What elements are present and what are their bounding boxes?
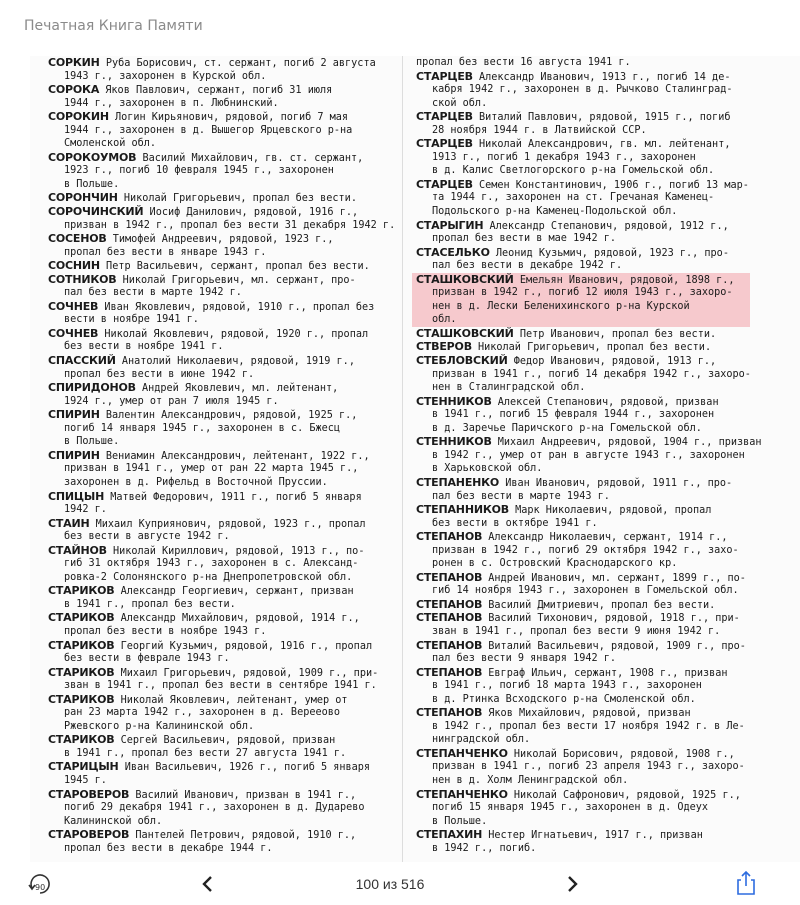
book-entry bbox=[48, 273, 398, 300]
entry-text: Смоленской обл. bbox=[64, 138, 157, 150]
entry-text: 1923 г., погиб 10 февраля 1945 г., захоронен bbox=[64, 165, 334, 177]
book-entry bbox=[48, 205, 398, 232]
entry-text: Александр Николаевич, сержант, 1914 г., bbox=[482, 532, 728, 544]
book-entry bbox=[48, 151, 398, 192]
entry-text: Вениамин Александрович, лейтенант, 1922 г., bbox=[99, 450, 370, 462]
entry-surname: СОРКИН bbox=[48, 56, 100, 69]
total-pages: 516 bbox=[401, 876, 425, 892]
entry-text: Андрей Иванович, мл. сержант, 1899 г., по- bbox=[482, 572, 746, 584]
book-entry bbox=[48, 408, 398, 449]
entry-surname: СТЕПАХИН bbox=[416, 828, 483, 842]
entry-text: пал без вести в марте 1943 г. bbox=[432, 490, 610, 502]
entry-text: Василий Иванович, призван в 1941 г., bbox=[129, 789, 357, 801]
entry-surname: СТАРИЦЫН bbox=[48, 760, 119, 774]
entry-surname: СТАРЦЕВ bbox=[416, 137, 473, 151]
book-entry bbox=[416, 639, 786, 666]
entry-text: Нестер Игнатьевич, 1917 г., призван bbox=[482, 830, 703, 842]
page-separator: из bbox=[382, 876, 398, 892]
entry-text: Емельян Иванович, рядовой, 1898 г., bbox=[513, 274, 735, 286]
entry-surname: СТЕПАНЕНКО bbox=[416, 475, 500, 489]
book-entry bbox=[412, 273, 750, 327]
left-column bbox=[48, 56, 398, 855]
book-entry bbox=[48, 584, 398, 611]
entry-text: захоронен в д. Рифельд в Восточной Пруссии. bbox=[64, 476, 328, 488]
book-entry bbox=[416, 828, 786, 855]
chevron-left-icon bbox=[196, 872, 220, 896]
entry-text: Василий Дмитриевич, пропал без вести. bbox=[482, 599, 716, 611]
entry-text: Калининской обл. bbox=[64, 815, 163, 827]
book-entry bbox=[416, 70, 786, 111]
entry-text: пропал без вести в мае 1942 г. bbox=[432, 233, 617, 245]
book-entry bbox=[48, 666, 398, 693]
book-page-scan bbox=[30, 56, 800, 862]
entry-text: Марк Николаевич, рядовой, пропал bbox=[508, 505, 712, 517]
entry-text: без вести в августе 1942 г. bbox=[64, 531, 230, 543]
entry-surname: СТВЕРОВ bbox=[416, 340, 472, 354]
book-entry bbox=[48, 544, 398, 585]
entry-text: без вести в феврале 1943 г. bbox=[64, 653, 230, 665]
book-entry bbox=[48, 449, 398, 490]
book-entry bbox=[48, 56, 398, 83]
entry-text: Анатолий Николаевич, рядовой, 1919 г., bbox=[115, 356, 355, 368]
entry-text: Тимофей Андреевич, рядовой, 1923 г., bbox=[106, 234, 334, 246]
entry-text: 1942 г. bbox=[64, 504, 107, 516]
book-entry bbox=[48, 760, 398, 787]
entry-surname: СТАРИКОВ bbox=[48, 584, 115, 598]
book-entry bbox=[48, 110, 398, 151]
entry-text: призван в 1941 г., погиб 23 апреля 1943 г., захоро- bbox=[432, 761, 745, 773]
entry-surname: СТЕПАННИКОВ bbox=[416, 503, 509, 517]
entry-text: Виталий Павлович, рядовой, 1915 г., погиб bbox=[472, 112, 731, 124]
entry-text: ровка-2 Солонянского р-на Днепропетровской обл. bbox=[64, 571, 353, 583]
book-entry bbox=[416, 598, 786, 612]
entry-surname: СТАРЦЕВ bbox=[416, 110, 473, 124]
entry-text: пропал без вести в декабре 1944 г. bbox=[64, 842, 273, 854]
book-entry bbox=[416, 503, 786, 530]
entry-text: нен в д. Холм Ленинградской обл. bbox=[432, 774, 629, 786]
entry-surname: СТАСЕЛЬКО bbox=[416, 245, 490, 259]
entry-surname: СОТНИКОВ bbox=[48, 272, 117, 286]
entry-text: в 1942 г., погиб. bbox=[432, 842, 537, 854]
column-divider bbox=[402, 56, 403, 862]
prev-page-button[interactable] bbox=[196, 872, 220, 896]
book-entry bbox=[416, 571, 786, 598]
entry-surname: СТЕПАНЧЕНКО bbox=[416, 787, 508, 801]
book-entry bbox=[416, 340, 786, 354]
entry-text: Сергей Васильевич, рядовой, призван bbox=[114, 735, 336, 747]
entry-text: пропал без вести в ноябре 1943 г. bbox=[64, 625, 267, 637]
entry-text: в д. Заречье Паричского р-на Гомельской обл. bbox=[432, 422, 702, 434]
entry-text: Евграф Ильич, сержант, 1908 г., призван bbox=[482, 667, 728, 679]
entry-text: пропал без вести в январе 1943 г. bbox=[64, 246, 267, 258]
entry-text: погиб 29 декабря 1941 г., захоронен в д. Дударево bbox=[64, 802, 365, 814]
entry-surname: СТАРИКОВ bbox=[48, 611, 115, 625]
entry-surname: СТАРИКОВ bbox=[48, 692, 115, 706]
current-page: 100 bbox=[355, 876, 379, 892]
book-entry bbox=[416, 354, 786, 395]
book-entry bbox=[48, 788, 398, 829]
rotate-90-icon bbox=[26, 874, 54, 896]
book-entry bbox=[48, 83, 398, 110]
entry-surname: СТЕННИКОВ bbox=[416, 394, 492, 408]
entry-text: Александр Георгиевич, сержант, призван bbox=[114, 586, 354, 598]
entry-text: Семен Константинович, 1906 г., погиб 13 мар- bbox=[472, 179, 749, 191]
entry-text: 1945 г. bbox=[64, 774, 107, 786]
book-entry bbox=[416, 747, 786, 788]
entry-text: Петр Васильевич, сержант, пропал без вести. bbox=[99, 261, 370, 273]
entry-text: призван в 1942 г., пропал без вести 31 декабря 1942 г. bbox=[64, 219, 396, 231]
entry-text: в 1941 г., погиб 18 марта 1943 г., захоронен bbox=[432, 680, 702, 692]
book-entry bbox=[48, 327, 398, 354]
entry-text: пал без вести в декабре 1942 г. bbox=[432, 260, 623, 272]
entry-text: Николай Григорьевич, пропал без вести. bbox=[117, 193, 357, 205]
entry-text: Николай Яковлевич, лейтенант, умер от bbox=[114, 694, 348, 706]
entry-text: без вести в октябре 1941 г. bbox=[432, 517, 598, 529]
book-entry bbox=[48, 232, 398, 259]
entry-text: призван в 1941 г., погиб 14 декабря 1942 г., захоро- bbox=[432, 368, 751, 380]
entry-text: Николай Сафронович, рядовой, 1925 г., bbox=[507, 789, 741, 801]
entry-text: вести в ноябре 1941 г. bbox=[64, 314, 199, 326]
entry-text: Яков Павлович, сержант, погиб 31 июля bbox=[99, 85, 333, 97]
entry-text: Иосиф Данилович, рядовой, 1916 г., bbox=[143, 207, 359, 219]
entry-text: зван в 1941 г., пропал без вести 9 июня 1942 г. bbox=[432, 625, 721, 637]
entry-text: гиб 14 ноября 1943 г., захоронен в Гомельской обл. bbox=[432, 585, 739, 597]
entry-text: Николай Борисович, рядовой, 1908 г., bbox=[507, 748, 735, 760]
entry-text: в 1941 г., пропал без вести. bbox=[64, 598, 236, 610]
entry-text: гиб 31 октября 1943 г., захоронен в с. Александ- bbox=[64, 558, 359, 570]
book-entry bbox=[48, 828, 398, 855]
entry-surname: СПИРИДОНОВ bbox=[48, 381, 136, 395]
entry-surname: СТАИН bbox=[48, 516, 90, 530]
entry-text: призван в 1941 г., умер от ран 22 марта 1945 г., bbox=[64, 463, 359, 475]
entry-text: Валентин Александрович, рядовой, 1925 г., bbox=[99, 410, 358, 422]
bottom-toolbar bbox=[0, 862, 800, 905]
book-entry bbox=[416, 56, 786, 70]
entry-surname: СТЕПАНОВ bbox=[416, 638, 483, 652]
entry-text: Василий Тихонович, рядовой, 1918 г., при- bbox=[482, 613, 740, 625]
entry-text: Пантелей Петрович, рядовой, 1910 г., bbox=[129, 830, 357, 842]
entry-surname: СОРОНЧИН bbox=[48, 191, 118, 205]
entry-surname: СТАРИКОВ bbox=[48, 638, 115, 652]
share-button[interactable] bbox=[734, 870, 758, 896]
entry-text: зван в 1941 г., пропал без вести в сентябре 1941 г. bbox=[64, 680, 377, 692]
entry-surname: СТЕПАНОВ bbox=[416, 570, 483, 584]
entry-text: обл. bbox=[432, 314, 457, 326]
entry-surname: СТАРИКОВ bbox=[48, 733, 115, 747]
entry-text: Федор Иванович, рядовой, 1913 г., bbox=[507, 356, 717, 368]
entry-text: Петр Иванович, пропал без вести. bbox=[513, 328, 717, 340]
book-entry bbox=[48, 517, 398, 544]
entry-surname: СТЕННИКОВ bbox=[416, 435, 492, 449]
entry-text: Георгий Кузьмич, рядовой, 1916 г., пропал bbox=[114, 640, 373, 652]
entry-text: Николай Кириллович, рядовой, 1913 г., по- bbox=[106, 545, 365, 557]
entry-surname: СТЕБЛОВСКИЙ bbox=[416, 354, 508, 368]
rotate-button[interactable] bbox=[26, 874, 54, 896]
book-entry bbox=[416, 246, 786, 273]
entry-text: Леонид Кузьмич, рядовой, 1923 г., про- bbox=[489, 247, 729, 259]
entry-surname: СТЕПАНОВ bbox=[416, 597, 483, 611]
entry-text: 28 ноября 1944 г. в Латвийской ССР. bbox=[432, 124, 647, 136]
entry-text: ской обл. bbox=[432, 97, 488, 109]
book-entry bbox=[416, 110, 786, 137]
entry-text: нен в Сталинградской обл. bbox=[432, 382, 586, 394]
book-entry bbox=[416, 476, 786, 503]
entry-text: 1943 г., захоронен в Курской обл. bbox=[64, 70, 267, 82]
book-entry bbox=[48, 693, 398, 734]
book-entry bbox=[48, 381, 398, 408]
entry-text: Николай Александрович, гв. мл. лейтенант, bbox=[472, 139, 731, 151]
chevron-right-icon bbox=[560, 872, 584, 896]
entry-text: Василий Михайлович, гв. ст. сержант, bbox=[136, 152, 364, 164]
entry-text: Яков Михайлович, рядовой, призван bbox=[482, 708, 691, 720]
entry-surname: СТАРЦЕВ bbox=[416, 69, 473, 83]
entry-text: ронен в с. Островский Краснодарского кр. bbox=[432, 558, 678, 570]
top-bar bbox=[0, 0, 800, 56]
entry-surname: СТАШКОВСКИЙ bbox=[416, 326, 514, 340]
entry-text: 1924 г., умер от ран 7 июля 1945 г. bbox=[64, 395, 279, 407]
entry-text: Александр Иванович, 1913 г., погиб 14 де- bbox=[472, 71, 731, 83]
entry-surname: СТАРЦЕВ bbox=[416, 177, 473, 191]
entry-surname: СТАРОВЕРОВ bbox=[48, 828, 130, 842]
entry-text: Иван Васильевич, 1926 г., погиб 5 января bbox=[118, 762, 371, 774]
entry-text: в 1942 г., умер от ран в августе 1943 г., захоронен bbox=[432, 449, 745, 461]
book-entry bbox=[48, 639, 398, 666]
entry-surname: СОРОКОУМОВ bbox=[48, 150, 137, 164]
entry-text: Подольского р-на Каменец-Подольской обл. bbox=[432, 206, 678, 218]
book-entry bbox=[48, 354, 398, 381]
entry-text: нен в д. Лески Белениxинского р-на Курской bbox=[432, 300, 690, 312]
entry-text: в 1941 г., погиб 15 февраля 1944 г., захоронен bbox=[432, 409, 715, 421]
entry-surname: СОСНИН bbox=[48, 259, 100, 273]
book-entry bbox=[48, 490, 398, 517]
entry-text: в 1941 г., пропал без вести 27 августа 1941 г. bbox=[64, 747, 347, 759]
book-entry bbox=[416, 178, 786, 219]
book-entry bbox=[48, 733, 398, 760]
entry-text: Виталий Васильевич, рядовой, 1909 г., про- bbox=[482, 640, 746, 652]
entry-text: пал без вести 9 января 1942 г. bbox=[432, 653, 617, 665]
book-entry bbox=[416, 706, 786, 747]
entry-text: в 1942 г., пропал без вести 17 ноября 1942 г. в Ле- bbox=[432, 720, 745, 732]
rotate-label: 90 bbox=[35, 883, 46, 892]
entry-surname: СПАССКИЙ bbox=[48, 354, 116, 368]
entry-text: в д. Калис Светлогорского р-на Гомельской обл. bbox=[432, 165, 715, 177]
entry-text: Матвей Федорович, 1911 г., погиб 5 января bbox=[104, 491, 362, 503]
entry-surname: СТЕПАНЧЕНКО bbox=[416, 746, 508, 760]
entry-text: призван в 1942 г., погиб 29 октября 1942 г., захо- bbox=[432, 544, 739, 556]
entry-surname: СТЕПАНОВ bbox=[416, 665, 483, 679]
app-title: Печатная Книга Памяти bbox=[24, 18, 203, 34]
entry-text: 1913 г., погиб 1 декабря 1943 г., захоронен bbox=[432, 151, 696, 163]
entry-text: ран 23 марта 1942 г., захоронен в д. Верееово bbox=[64, 707, 341, 719]
entry-text: кабря 1942 г., захоронен в д. Рычково Сталинград- bbox=[432, 84, 733, 96]
book-page bbox=[30, 56, 800, 862]
entry-text: в Польше. bbox=[432, 815, 488, 827]
book-entry bbox=[416, 435, 786, 476]
entry-text: пропал без вести в июне 1942 г. bbox=[64, 368, 255, 380]
entry-surname: СТЕПАНОВ bbox=[416, 611, 483, 625]
entry-text: призван в 1942 г., погиб 12 июля 1943 г., захоро- bbox=[432, 287, 733, 299]
entry-text: в д. Ртинка Всходского р-на Смоленской обл. bbox=[432, 693, 696, 705]
entry-text: Александр Михайлович, рядовой, 1914 г., bbox=[114, 613, 360, 625]
book-entry bbox=[416, 788, 786, 829]
entry-text: нинградской обл. bbox=[432, 734, 531, 746]
entry-text: погиб 15 января 1945 г., захоронен в д. Одеух bbox=[432, 802, 709, 814]
entry-text: Михаил Куприянович, рядовой, 1923 г., пропал bbox=[89, 518, 366, 530]
entry-text: Михаил Григорьевич, рядовой, 1909 г., при- bbox=[114, 667, 379, 679]
entry-surname: СПИЦЫН bbox=[48, 489, 105, 503]
entry-surname: СТЕПАНОВ bbox=[416, 530, 483, 544]
right-column bbox=[416, 56, 786, 855]
page-indicator bbox=[300, 876, 480, 892]
entry-surname: СОРОЧИНСКИЙ bbox=[48, 205, 144, 219]
entry-surname: СОРОКИН bbox=[48, 110, 109, 124]
book-entry bbox=[48, 191, 398, 205]
entry-surname: СТАШКОВСКИЙ bbox=[416, 272, 514, 286]
entry-surname: СОЧНЕВ bbox=[48, 326, 99, 340]
book-entry bbox=[48, 300, 398, 327]
entry-surname: СТАРИКОВ bbox=[48, 665, 115, 679]
entry-text: Михаил Андреевич, рядовой, 1904 г., призван bbox=[491, 437, 762, 449]
entry-text: в Харьковской обл. bbox=[432, 463, 543, 475]
entry-text: в Польше. bbox=[64, 436, 120, 448]
entry-text: 1944 г., захоронен в д. Вышегор Ярцевского р-на bbox=[64, 124, 353, 136]
entry-text: та 1944 г., захоронен на ст. Гречаная Каменец- bbox=[432, 192, 715, 204]
entry-surname: СОЧНЕВ bbox=[48, 299, 99, 313]
entry-surname: СТАЙНОВ bbox=[48, 543, 107, 557]
book-entry bbox=[48, 259, 398, 273]
entry-text: Андрей Яковлевич, мл. лейтенант, bbox=[135, 383, 339, 395]
entry-surname: СПИРИН bbox=[48, 408, 100, 422]
entry-text: Руба Борисович, ст. сержант, погиб 2 августа bbox=[99, 58, 376, 69]
entry-text: без вести в ноябре 1941 г. bbox=[64, 341, 224, 353]
entry-surname: СТЕПАНОВ bbox=[416, 706, 483, 720]
entry-text: в Польше. bbox=[64, 178, 120, 190]
next-page-button[interactable] bbox=[560, 872, 584, 896]
entry-text: Иван Иванович, рядовой, 1911 г., про- bbox=[499, 477, 733, 489]
book-entry bbox=[416, 530, 786, 571]
entry-text: Алексей Степанович, рядовой, призван bbox=[491, 396, 719, 408]
entry-text: Александр Степанович, рядовой, 1912 г., bbox=[483, 220, 729, 232]
entry-text: Николай Григорьевич, мл. сержант, про- bbox=[116, 274, 356, 286]
entry-text: пал без вести в марте 1942 г. bbox=[64, 287, 242, 299]
book-entry bbox=[416, 611, 786, 638]
entry-surname: СОСЕНОВ bbox=[48, 232, 107, 246]
share-icon bbox=[734, 870, 758, 896]
book-entry bbox=[416, 666, 786, 707]
entry-text: пропал без вести 16 августа 1941 г. bbox=[416, 57, 631, 68]
entry-surname: СТАРОВЕРОВ bbox=[48, 787, 130, 801]
entry-text: Логин Кирьянович, рядовой, погиб 7 мая bbox=[108, 112, 349, 124]
entry-text: Ржевского р-на Калининской обл. bbox=[64, 720, 255, 732]
book-entry bbox=[416, 395, 786, 436]
entry-surname: СТАРЫГИН bbox=[416, 218, 484, 232]
book-entry bbox=[416, 327, 786, 341]
entry-text: Николай Яковлевич, рядовой, 1920 г., пропал bbox=[98, 328, 369, 340]
book-entry bbox=[416, 219, 786, 246]
entry-text: погиб 14 января 1945 г., захоронен в с. Бжесц bbox=[64, 422, 341, 434]
book-entry bbox=[416, 137, 786, 178]
book-entry bbox=[48, 611, 398, 638]
entry-surname: СОРОКА bbox=[48, 83, 100, 97]
entry-text: Иван Яковлевич, рядовой, 1910 г., пропал без bbox=[98, 301, 375, 313]
entry-surname: СПИРИН bbox=[48, 448, 100, 462]
entry-text: Николай Григорьевич, пропал без вести. bbox=[471, 342, 712, 354]
entry-text: 1944 г., захоронен в п. Любнинский. bbox=[64, 97, 279, 109]
